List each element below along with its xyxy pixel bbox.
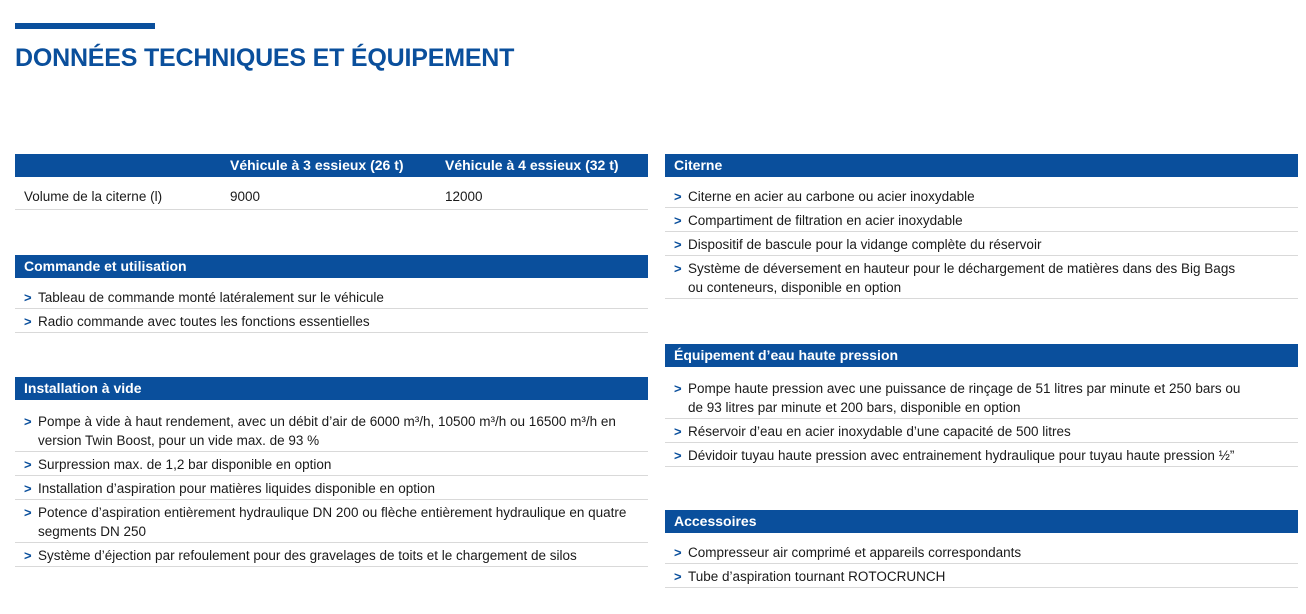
right-column — [665, 154, 1298, 588]
left-column — [15, 154, 648, 567]
list-item — [15, 285, 648, 309]
chevron-right-icon: > — [674, 448, 682, 463]
chevron-right-icon: > — [24, 290, 32, 305]
list-item — [665, 184, 1298, 208]
list-item — [15, 309, 648, 333]
section-title-accessoires: Accessoires — [665, 510, 1298, 533]
chevron-right-icon: > — [674, 424, 682, 439]
list-item — [15, 452, 648, 476]
chevron-right-icon: > — [674, 237, 682, 252]
chevron-right-icon: > — [674, 545, 682, 560]
list-item-text: Tube d’aspiration tournant ROTOCRUNCH — [688, 569, 946, 584]
list-item-text: Potence d’aspiration entièrement hydraulique DN 200 ou flèche entièrement hydraulique en quatre segments DN 250 — [38, 505, 627, 539]
specs-header-col0 — [15, 154, 221, 177]
section-title-citerne: Citerne — [665, 154, 1298, 177]
list-item-text: Dispositif de bascule pour la vidange complète du réservoir — [688, 237, 1042, 252]
accent-rule — [15, 23, 155, 29]
list-item-text: Pompe haute pression avec une puissance de rinçage de 51 litres par minute et 250 bars ou de 93 litres par minute et 200 bars, disponible en option — [688, 381, 1241, 415]
chevron-right-icon: > — [24, 457, 32, 472]
list-item-text: Réservoir d’eau en acier inoxydable d’une capacité de 500 litres — [688, 424, 1071, 439]
list-item-text: Radio commande avec toutes les fonctions essentielles — [38, 314, 370, 329]
list-item-text: Citerne en acier au carbone ou acier inoxydable — [688, 189, 975, 204]
section-citerne — [665, 154, 1298, 299]
chevron-right-icon: > — [674, 569, 682, 584]
list-item — [15, 409, 648, 452]
section-installation — [15, 377, 648, 567]
list-item — [15, 476, 648, 500]
specs-table — [15, 154, 648, 210]
list-item-text: Compresseur air comprimé et appareils correspondants — [688, 545, 1022, 560]
section-commande — [15, 255, 648, 333]
section-accessoires — [665, 510, 1298, 588]
list-item — [665, 443, 1298, 467]
chevron-right-icon: > — [674, 213, 682, 228]
section-title-installation: Installation à vide — [15, 377, 648, 400]
row-value-4-axles: 12000 — [445, 189, 483, 204]
list-item-text: Tableau de commande monté latéralement sur le véhicule — [38, 290, 384, 305]
section-eau — [665, 344, 1298, 467]
list-item — [15, 543, 648, 567]
section-title-eau: Équipement d’eau haute pression — [665, 344, 1298, 367]
list-item — [15, 500, 648, 543]
list-item — [665, 208, 1298, 232]
list-eau — [665, 367, 1298, 467]
chevron-right-icon: > — [24, 414, 32, 429]
chevron-right-icon: > — [674, 261, 682, 276]
list-item-text: Surpression max. de 1,2 bar disponible en option — [38, 457, 332, 472]
list-item — [665, 376, 1298, 419]
list-commande — [15, 278, 648, 333]
chevron-right-icon: > — [24, 481, 32, 496]
chevron-right-icon: > — [674, 381, 682, 396]
list-item-text: Dévidoir tuyau haute pression avec entrainement hydraulique pour tuyau haute pression ½” — [688, 448, 1235, 463]
list-item — [665, 419, 1298, 443]
list-item — [665, 256, 1298, 299]
list-item — [665, 564, 1298, 588]
chevron-right-icon: > — [24, 505, 32, 520]
table-row — [15, 177, 648, 210]
list-item-text: Système de déversement en hauteur pour le déchargement de matières dans des Big Bags ou conteneurs, disponible en option — [688, 261, 1236, 295]
list-citerne — [665, 177, 1298, 299]
row-label: Volume de la citerne (l) — [24, 189, 163, 204]
specs-header-3-axles: Véhicule à 3 essieux (26 t) — [230, 157, 404, 173]
list-accessoires — [665, 533, 1298, 588]
chevron-right-icon: > — [24, 548, 32, 563]
list-item — [665, 232, 1298, 256]
list-item — [665, 540, 1298, 564]
list-item-text: Installation d’aspiration pour matières liquides disponible en option — [38, 481, 435, 496]
chevron-right-icon: > — [674, 189, 682, 204]
list-item-text: Système d’éjection par refoulement pour des gravelages de toits et le chargement de silos — [38, 548, 577, 563]
specs-header — [15, 154, 648, 177]
specs-header-4-axles: Véhicule à 4 essieux (32 t) — [445, 157, 619, 173]
page-title: DONNÉES TECHNIQUES ET ÉQUIPEMENT — [15, 44, 515, 72]
chevron-right-icon: > — [24, 314, 32, 329]
list-item-text: Compartiment de filtration en acier inoxydable — [688, 213, 963, 228]
section-title-commande: Commande et utilisation — [15, 255, 648, 278]
list-item-text: Pompe à vide à haut rendement, avec un débit d’air de 6000 m³/h, 10500 m³/h ou 16500 m³/h en version Twin Boost, pour un vide max. de 93 % — [38, 414, 616, 448]
row-value-3-axles: 9000 — [230, 189, 261, 204]
list-installation — [15, 400, 648, 567]
